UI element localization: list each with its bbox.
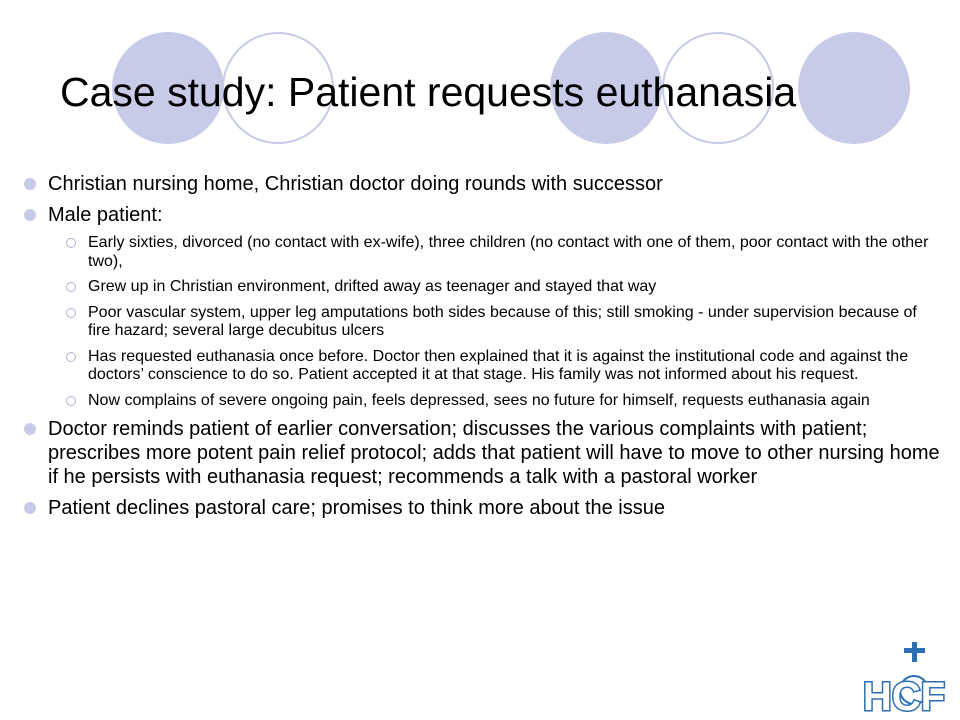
sub-bullet-2: Grew up in Christian environment, drifted away as teenager and stayed that way xyxy=(66,278,942,297)
cross-icon xyxy=(904,642,925,662)
slide-title: Case study: Patient requests euthanasia xyxy=(60,69,797,115)
bullet-3: Doctor reminds patient of earlier conversation; discusses the various complaints with patient; prescribes more potent pain relief protocol; adds that patient will have to move to other nursing home if he persists with euthanasia request; recommends a talk with a pastoral worker xyxy=(22,417,942,489)
bullet-4: Patient declines pastoral care; promises to think more about the issue xyxy=(22,496,942,520)
sub-bullet-1: Early sixties, divorced (no contact with ex-wife), three children (no contact with one of them, poor contact with the other two), xyxy=(66,234,942,271)
hcf-logo-icon xyxy=(864,640,946,714)
logo-text: HCF xyxy=(864,675,946,714)
sub-bullet-4: Has requested euthanasia once before. Doctor then explained that it is against the institutional code and against the doctors’ conscience to do so. Patient accepted it at that stage. His family was not informed about his request. xyxy=(66,348,942,385)
slide-content xyxy=(22,172,942,527)
sub-bullet-3: Poor vascular system, upper leg amputations both sides because of this; still smoking - under supervision because of fire hazard; several large decubitus ulcers xyxy=(66,304,942,341)
bullet-1: Christian nursing home, Christian doctor doing rounds with successor xyxy=(22,172,942,196)
bullet-2: Male patient: xyxy=(22,203,942,227)
sub-bullet-5: Now complains of severe ongoing pain, feels depressed, sees no future for himself, requests euthanasia again xyxy=(66,392,942,411)
